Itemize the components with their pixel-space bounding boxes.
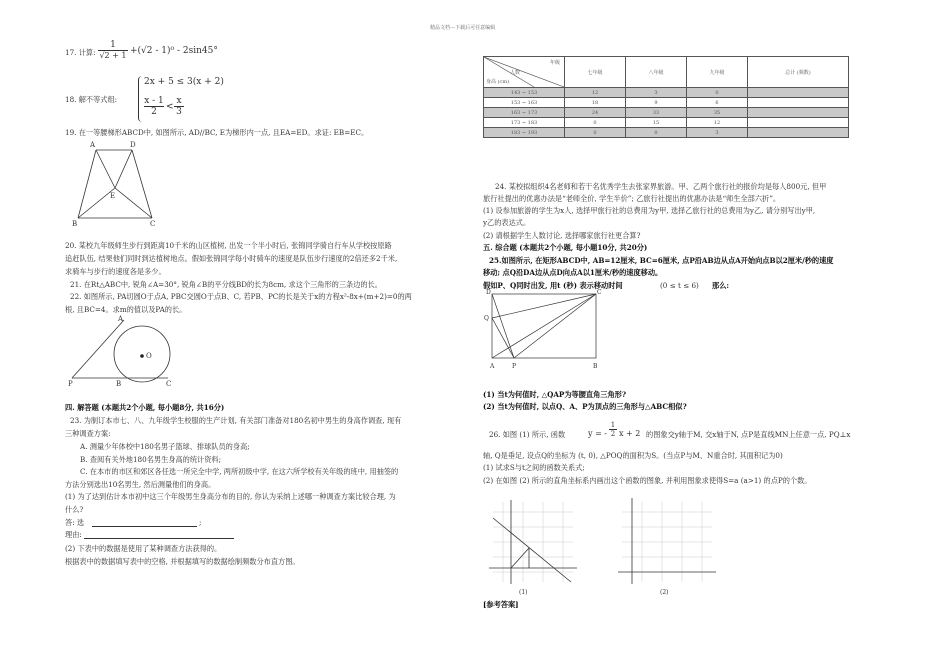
q26-frac-den: 2 (610, 430, 616, 438)
q17-label: 17. 计算: (65, 48, 96, 57)
q26-suffix: 的图象交y轴于M, 交x轴于N, 点P是直线MN上任意一点, PQ⊥x (646, 430, 851, 439)
q25-sub1: (1) 当t为何值时, △QAP为等腰直角三角形? (483, 390, 627, 399)
q19-label-b: B (72, 220, 78, 228)
table-cell: 24 (565, 108, 626, 118)
q25-sub2: (2) 当t为何值时, 以点Q、A、P为顶点的三角形与△ABC相似? (483, 402, 687, 411)
q17-expression: +(√2 - 1)⁰ - 2sin45° (130, 46, 218, 56)
table-cell-range: 143 ~ 153 (484, 88, 565, 98)
table-cell: 3 (626, 88, 687, 98)
q25-label-p: P (512, 363, 517, 370)
q22-circle-figure (64, 314, 194, 388)
q26-line-1: (1) 试求S与t之间的函数关系式; (483, 463, 585, 472)
q20-line-2: 求骑车与步行的速度各是多少。 (65, 267, 166, 276)
table-cell: 35 (687, 108, 748, 118)
table-cell-range: 173 ~ 183 (484, 118, 565, 128)
q23-answer-suffix: ; (199, 518, 202, 527)
table-row (484, 108, 849, 118)
q26-figure-1-caption: (1) (519, 589, 528, 596)
q25-range: (0 ≤ t ≤ 6) (660, 281, 699, 290)
q18-frac1 (144, 96, 164, 117)
table-cell: 15 (626, 118, 687, 128)
table-corner-mid: 人数 (510, 70, 521, 76)
table-cell-total[interactable] (748, 88, 849, 98)
q24-line-1: 旅行社提出的优惠办法是“老师全价, 学生半价”; 乙旅行社提出的优惠办法是“师生全部六折”。 (483, 194, 781, 203)
q18-line1: 2x + 5 ≤ 3(x + 2) (144, 77, 224, 87)
table-cell-total[interactable] (748, 128, 849, 138)
table-header-0: 七年级 (565, 57, 626, 88)
q23-line-1: 三种调查方案: (65, 429, 111, 438)
q23-line-0: 23. 为制订本市七、八、九年级学生校服的生产计划, 有关部门准备对180名初中男生的身高作调查, 现有 (70, 416, 402, 425)
height-frequency-table (483, 56, 849, 138)
table-cell: 9 (626, 98, 687, 108)
table-cell-total[interactable] (748, 98, 849, 108)
q23-line-7: 什么? (65, 505, 84, 514)
q18-lt: < (166, 102, 174, 112)
table-cell: 0 (626, 128, 687, 138)
table-cell: 0 (565, 118, 626, 128)
q22-label-p: P (68, 380, 73, 388)
table-row (484, 98, 849, 108)
q19-trapezoid-figure (68, 138, 168, 228)
q23-answer-label: 答: 选 (65, 518, 85, 527)
q23-line-2: A. 测量少年体校中180名男子篮球、排球队员的身高; (80, 442, 250, 451)
q25-label-b: B (593, 363, 598, 370)
q22-label-c: C (166, 380, 172, 388)
q17-numerator: 1 (110, 40, 116, 50)
page-header: 精品文档---下载后可任意编辑 (430, 25, 496, 31)
table-header-3: 总计 (频数) (748, 57, 849, 88)
q24-line-4: (2) 请根据学生人数讨论, 选择哪家旅行社更合算? (483, 231, 641, 240)
q19-label-e: E (110, 192, 116, 200)
table-row (484, 118, 849, 128)
table-cell-range: 183 ~ 193 (484, 128, 565, 138)
q26-eq-y: y = - (588, 429, 608, 438)
q22-line-1: 根, 且BC=4。求m的值以及PA的长。 (65, 305, 187, 314)
q17-fraction (98, 40, 128, 60)
q26-figure-2-caption: (2) (660, 589, 669, 596)
table-cell: 0 (565, 128, 626, 138)
q23-line-4: C. 在本市的市区和郊区各任选一所完全中学, 两所初级中学, 在这六所学校有关年级的班中, 用抽签的 (80, 467, 399, 476)
q20-line-0: 20. 某校九年级师生步行到距离10千米的山区植树, 出发一个半小时后, 张锦同学骑自行车从学校按原路 (65, 241, 392, 250)
table-corner-cell (484, 57, 565, 88)
q26-eq-rest: x + 2 (619, 429, 641, 438)
q25-line-1: 移动; 点Q沿DA边从点D向点A以1厘米/秒的速度移动。 (483, 268, 663, 277)
q21-text: 21. 在Rt△ABC中, 锐角∠A=30°, 锐角∠B的平分线BD的长为8cm, 求这个三角形的三条边的长。 (70, 280, 382, 289)
table-cell: 12 (687, 118, 748, 128)
q22-label-o: O (146, 352, 152, 360)
q19-label-a: A (90, 141, 96, 149)
q23-p2-line-0: (2) 下表中的数据是使用了某种调查方法获得的。 (65, 544, 222, 553)
q23-line-3: B. 查阅有关外地180名男生身高的统计资料; (80, 455, 221, 464)
table-cell-range: 163 ~ 173 (484, 108, 565, 118)
q24-line-0: 24. 某校拟组织4名老师和若干名优秀学生去张家界旅游。甲、乙两个旅行社的报价均是每人800元, 但甲 (495, 182, 827, 191)
q22-line-0: 22. 如图所示, PA切圆O于点A, PBC交圆O于点B、C, 若PB、PC的长是关于x的方程x²-8x+(m+2)=0的两 (70, 292, 412, 301)
q25-label-q: Q (484, 315, 489, 322)
table-row (484, 128, 849, 138)
q24-line-2: (1) 设参加旅游的学生为x人, 选择甲旅行社的总费用为y甲, 选择乙旅行社的总费用为y乙, 请分别写出y甲, (483, 206, 816, 215)
table-header-2: 九年级 (687, 57, 748, 88)
q25-line-0: 25.如图所示, 在矩形ABCD中, AB=12厘米, BC=6厘米, 点P沿AB边从点A开始向点B以2厘米/秒的速度 (489, 256, 834, 265)
table-cell: 12 (565, 88, 626, 98)
table-header-row (484, 57, 849, 88)
reference-answer-title: [参考答案] (483, 600, 519, 609)
q19-label-d: D (130, 141, 136, 149)
q18-frac2-num: x (176, 96, 182, 106)
table-cell-range: 153 ~ 163 (484, 98, 565, 108)
q26-prefix: 26. 如图 (1) 所示, 函数 (489, 430, 566, 439)
q18-frac2-den: 3 (174, 106, 184, 117)
q26-frac-num: 1 (610, 421, 616, 429)
table-cell: 6 (687, 98, 748, 108)
q23-line-5: 方法分别选出10名男生, 然后测量他们的身高。 (65, 480, 216, 489)
table-header-1: 八年级 (626, 57, 687, 88)
q18-frac1-den: 2 (144, 106, 164, 117)
q23-answer-blank[interactable] (92, 526, 197, 527)
q22-label-b: B (116, 380, 122, 388)
section-4-title: 四. 解答题 (本题共2个小题, 每小题8分, 共16分) (65, 403, 225, 412)
q23-reason-label: 理由: (65, 530, 82, 539)
q23-line-6: (1) 为了达到估计本市初中这三个年级男生身高分布的目的, 你认为采纳上述哪一种调查方案比较合理, 为 (65, 492, 396, 501)
q25-label-c: C (597, 289, 602, 296)
q18-brace (138, 76, 142, 122)
q22-label-a: A (118, 315, 124, 323)
q23-p2-line-1: 根据表中的数据填写表中的空格, 并根据填写的数据绘制频数分布直方图。 (65, 557, 300, 566)
q25-label-a: A (490, 363, 495, 370)
q26-line-0: 轴, Q是垂足, 设点Q的坐标为 (t, 0), △POQ的面积为S。(当点P与M、N重合时, 其面积记为0) (483, 451, 783, 460)
q25-line-2b: 那么: (712, 281, 730, 290)
q25-rectangle-figure (480, 288, 610, 378)
q24-line-3: y乙的表达式。 (483, 218, 531, 227)
table-corner-top: 年级 (549, 60, 560, 66)
q26-figure-2 (612, 492, 722, 598)
table-row (484, 88, 849, 98)
q26-fraction (609, 421, 617, 438)
q25-label-d: D (486, 289, 491, 296)
table-cell-total[interactable] (748, 118, 849, 128)
q19-text: 19. 在一等腰梯形ABCD中, 如图所示, AD//BC, E为梯形内一点, 且EA=ED。求证: EB=EC。 (65, 128, 369, 137)
q26-figure-1 (483, 492, 583, 598)
section-5-title: 五. 综合题 (本题共2个小题, 每小题10分, 共20分) (483, 243, 648, 252)
q23-reason-blank[interactable] (84, 538, 234, 539)
q19-label-c: C (150, 220, 156, 228)
table-cell: 18 (565, 98, 626, 108)
q25-line-2: 假如P、Q同时出发, 用t (秒) 表示移动时间 (483, 281, 623, 290)
table-cell-total[interactable] (748, 108, 849, 118)
table-corner-bottom: 身高 (cm) (486, 79, 510, 85)
q17-denominator: √2 + 1 (99, 51, 127, 60)
q18-frac2 (174, 96, 184, 117)
table-cell: 3 (687, 128, 748, 138)
q18-frac1-num: x - 1 (144, 96, 164, 106)
table-cell: 0 (687, 88, 748, 98)
q26-line-2: (2) 在如图 (2) 所示的直角坐标系内画出这个函数的图象, 并利用图象求使得S=a (a>1) 的点P的个数。 (483, 476, 812, 485)
q20-line-1: 追赶队伍, 结果他们同时到达植树地点。假如张锦同学每小时骑车的速度是队伍步行速度的2倍还多2千米, (65, 254, 398, 263)
table-cell: 33 (626, 108, 687, 118)
q18-label: 18. 解不等式组: (65, 95, 118, 104)
